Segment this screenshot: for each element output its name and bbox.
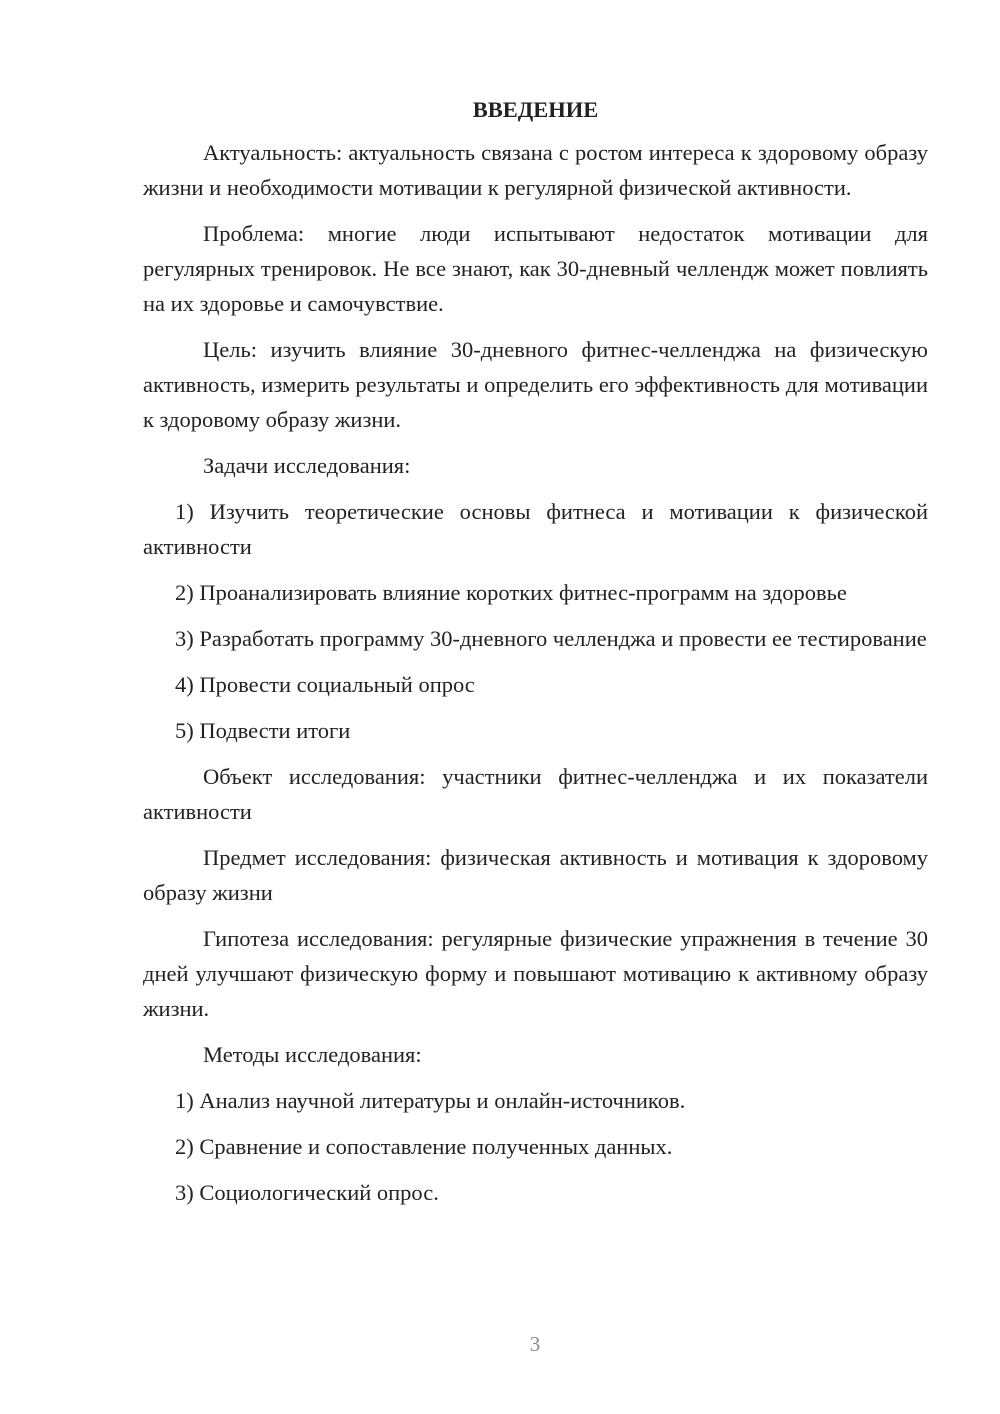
problem-paragraph: Проблема: многие люди испытывают недостаток мотивации для регулярных тренировок. Не все знают, как 30-дневный челлендж может повлиять на их здоровье и самочувствие. bbox=[143, 221, 928, 316]
task-item: 1) Изучить теоретические основы фитнеса и мотивации к физической активности bbox=[143, 499, 928, 559]
tasks-heading: Задачи исследования: bbox=[203, 453, 411, 478]
page-content bbox=[143, 92, 928, 1221]
page-number: 3 bbox=[529, 1332, 541, 1356]
relevance-paragraph: Актуальность: актуальность связана с ростом интереса к здоровому образу жизни и необходимости мотивации к регулярной физической активности. bbox=[143, 140, 928, 200]
method-item: 1) Анализ научной литературы и онлайн-источников. bbox=[175, 1088, 686, 1113]
task-item: 2) Проанализировать влияние коротких фитнес-программ на здоровье bbox=[175, 580, 847, 605]
task-item: 3) Разработать программу 30-дневного челленджа и провести ее тестирование bbox=[175, 626, 927, 651]
task-item: 4) Провести социальный опрос bbox=[175, 672, 475, 697]
hypothesis-paragraph: Гипотеза исследования: регулярные физические упражнения в течение 30 дней улучшают физическую форму и повышают мотивацию к активному образу жизни. bbox=[143, 926, 928, 1021]
methods-heading: Методы исследования: bbox=[203, 1042, 422, 1067]
subject-paragraph: Предмет исследования: физическая активность и мотивация к здоровому образу жизни bbox=[143, 845, 928, 905]
object-paragraph: Объект исследования: участники фитнес-челленджа и их показатели активности bbox=[143, 764, 928, 824]
task-item: 5) Подвести итоги bbox=[175, 718, 351, 743]
method-item: 3) Социологический опрос. bbox=[175, 1180, 439, 1205]
goal-paragraph: Цель: изучить влияние 30-дневного фитнес-челленджа на физическую активность, измерить результаты и определить его эффективность для мотивации к здоровому образу жизни. bbox=[143, 337, 928, 432]
section-title: ВВЕДЕНИЕ bbox=[472, 97, 599, 122]
method-item: 2) Сравнение и сопоставление полученных данных. bbox=[175, 1134, 673, 1159]
